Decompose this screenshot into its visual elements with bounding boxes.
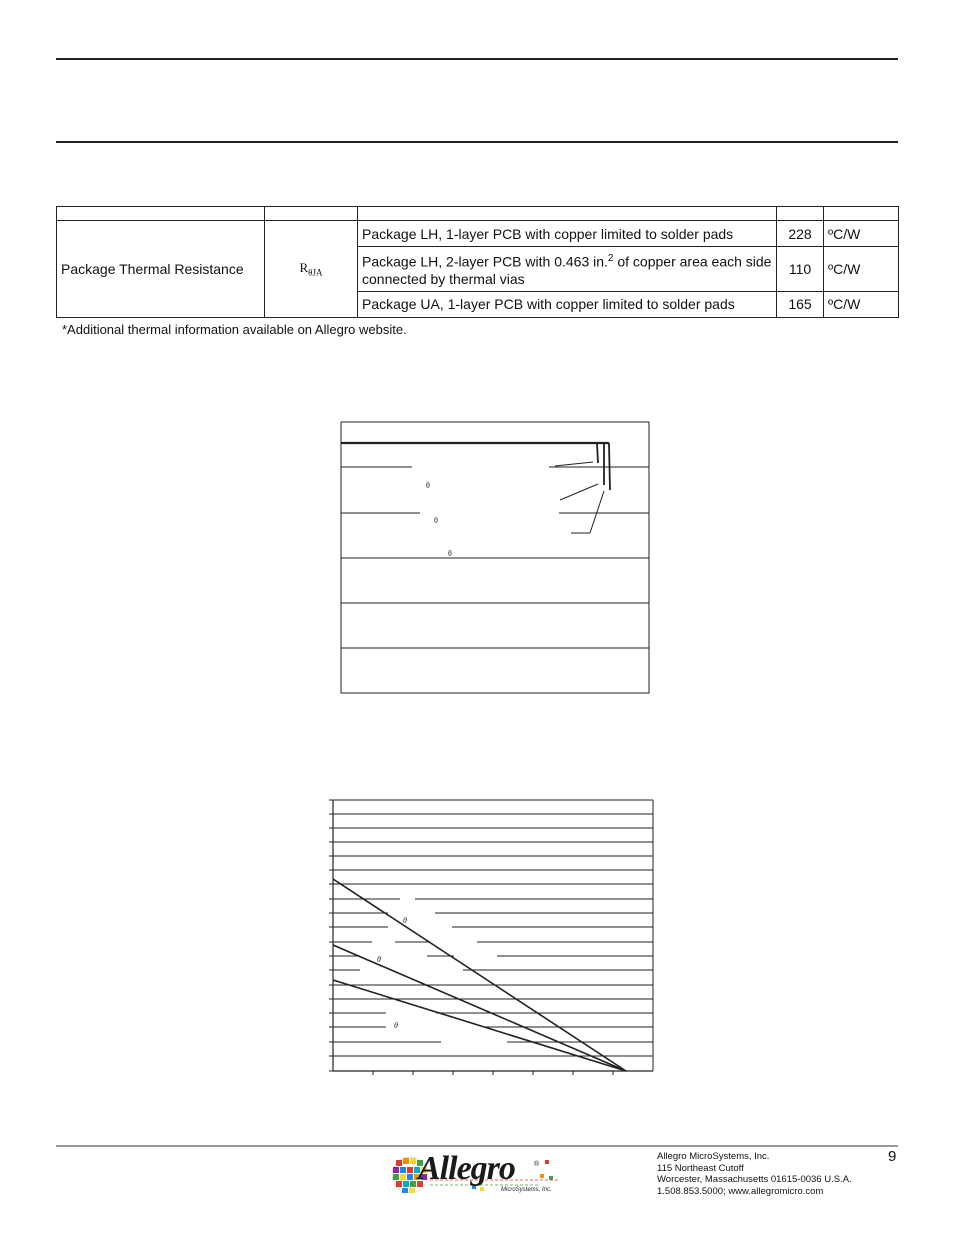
curve-segment xyxy=(609,443,610,490)
unit-cell: ºC/W xyxy=(824,291,899,317)
leader-line xyxy=(560,484,598,500)
company-address xyxy=(657,1151,852,1197)
parameter-cell: Package Thermal Resistance xyxy=(57,221,265,318)
unit-cell: ºC/W xyxy=(824,221,899,247)
value-cell: 165 xyxy=(777,291,824,317)
theta-label: θ xyxy=(448,549,452,558)
leader-line xyxy=(555,462,593,466)
condition-cell: Package LH, 2-layer PCB with 0.463 in.$^2$ of copper area each side connected by thermal vias xyxy=(358,247,777,292)
value-cell: 110 xyxy=(777,247,824,292)
logo-subtitle: MicroSystems, Inc. xyxy=(501,1187,552,1193)
registered-mark: ® xyxy=(534,1161,540,1168)
gridlines-full xyxy=(333,814,653,884)
allegro-logo-text: Allegro xyxy=(418,1150,515,1187)
symbol-cell: $R_{\theta JA}$ xyxy=(265,221,358,318)
company-name: Allegro MicroSystems, Inc. xyxy=(657,1151,770,1162)
gridlines-partial xyxy=(333,899,653,1056)
value-cell: 228 xyxy=(777,221,824,247)
table-footnote: *Additional thermal information available on Allegro website. xyxy=(62,322,407,337)
derating-curve-3 xyxy=(333,980,626,1071)
condition-cell: Package UA, 1-layer PCB with copper limited to solder pads xyxy=(358,291,777,317)
theta-label: θ xyxy=(434,516,438,525)
page-number: 9 xyxy=(888,1148,897,1165)
theta-label: θ xyxy=(426,481,430,490)
street-address: 115 Northeast Cutoff xyxy=(657,1162,744,1174)
city-address: Worcester, Massachusetts 01615-0036 U.S.A. xyxy=(657,1174,852,1185)
theta-label: θ xyxy=(394,1021,398,1030)
curve-segment xyxy=(597,443,598,463)
leader-line xyxy=(590,491,604,533)
derating-chart-bottom xyxy=(329,800,653,1075)
condition-cell: Package LH, 1-layer PCB with copper limited to solder pads xyxy=(358,221,777,247)
theta-label: θ xyxy=(377,955,381,964)
theta-label: θ xyxy=(403,916,407,925)
derating-chart-top xyxy=(341,422,649,693)
contact-info: 1.508.853.5000; www.allegromicro.com xyxy=(657,1185,824,1197)
unit-cell: ºC/W xyxy=(824,247,899,292)
